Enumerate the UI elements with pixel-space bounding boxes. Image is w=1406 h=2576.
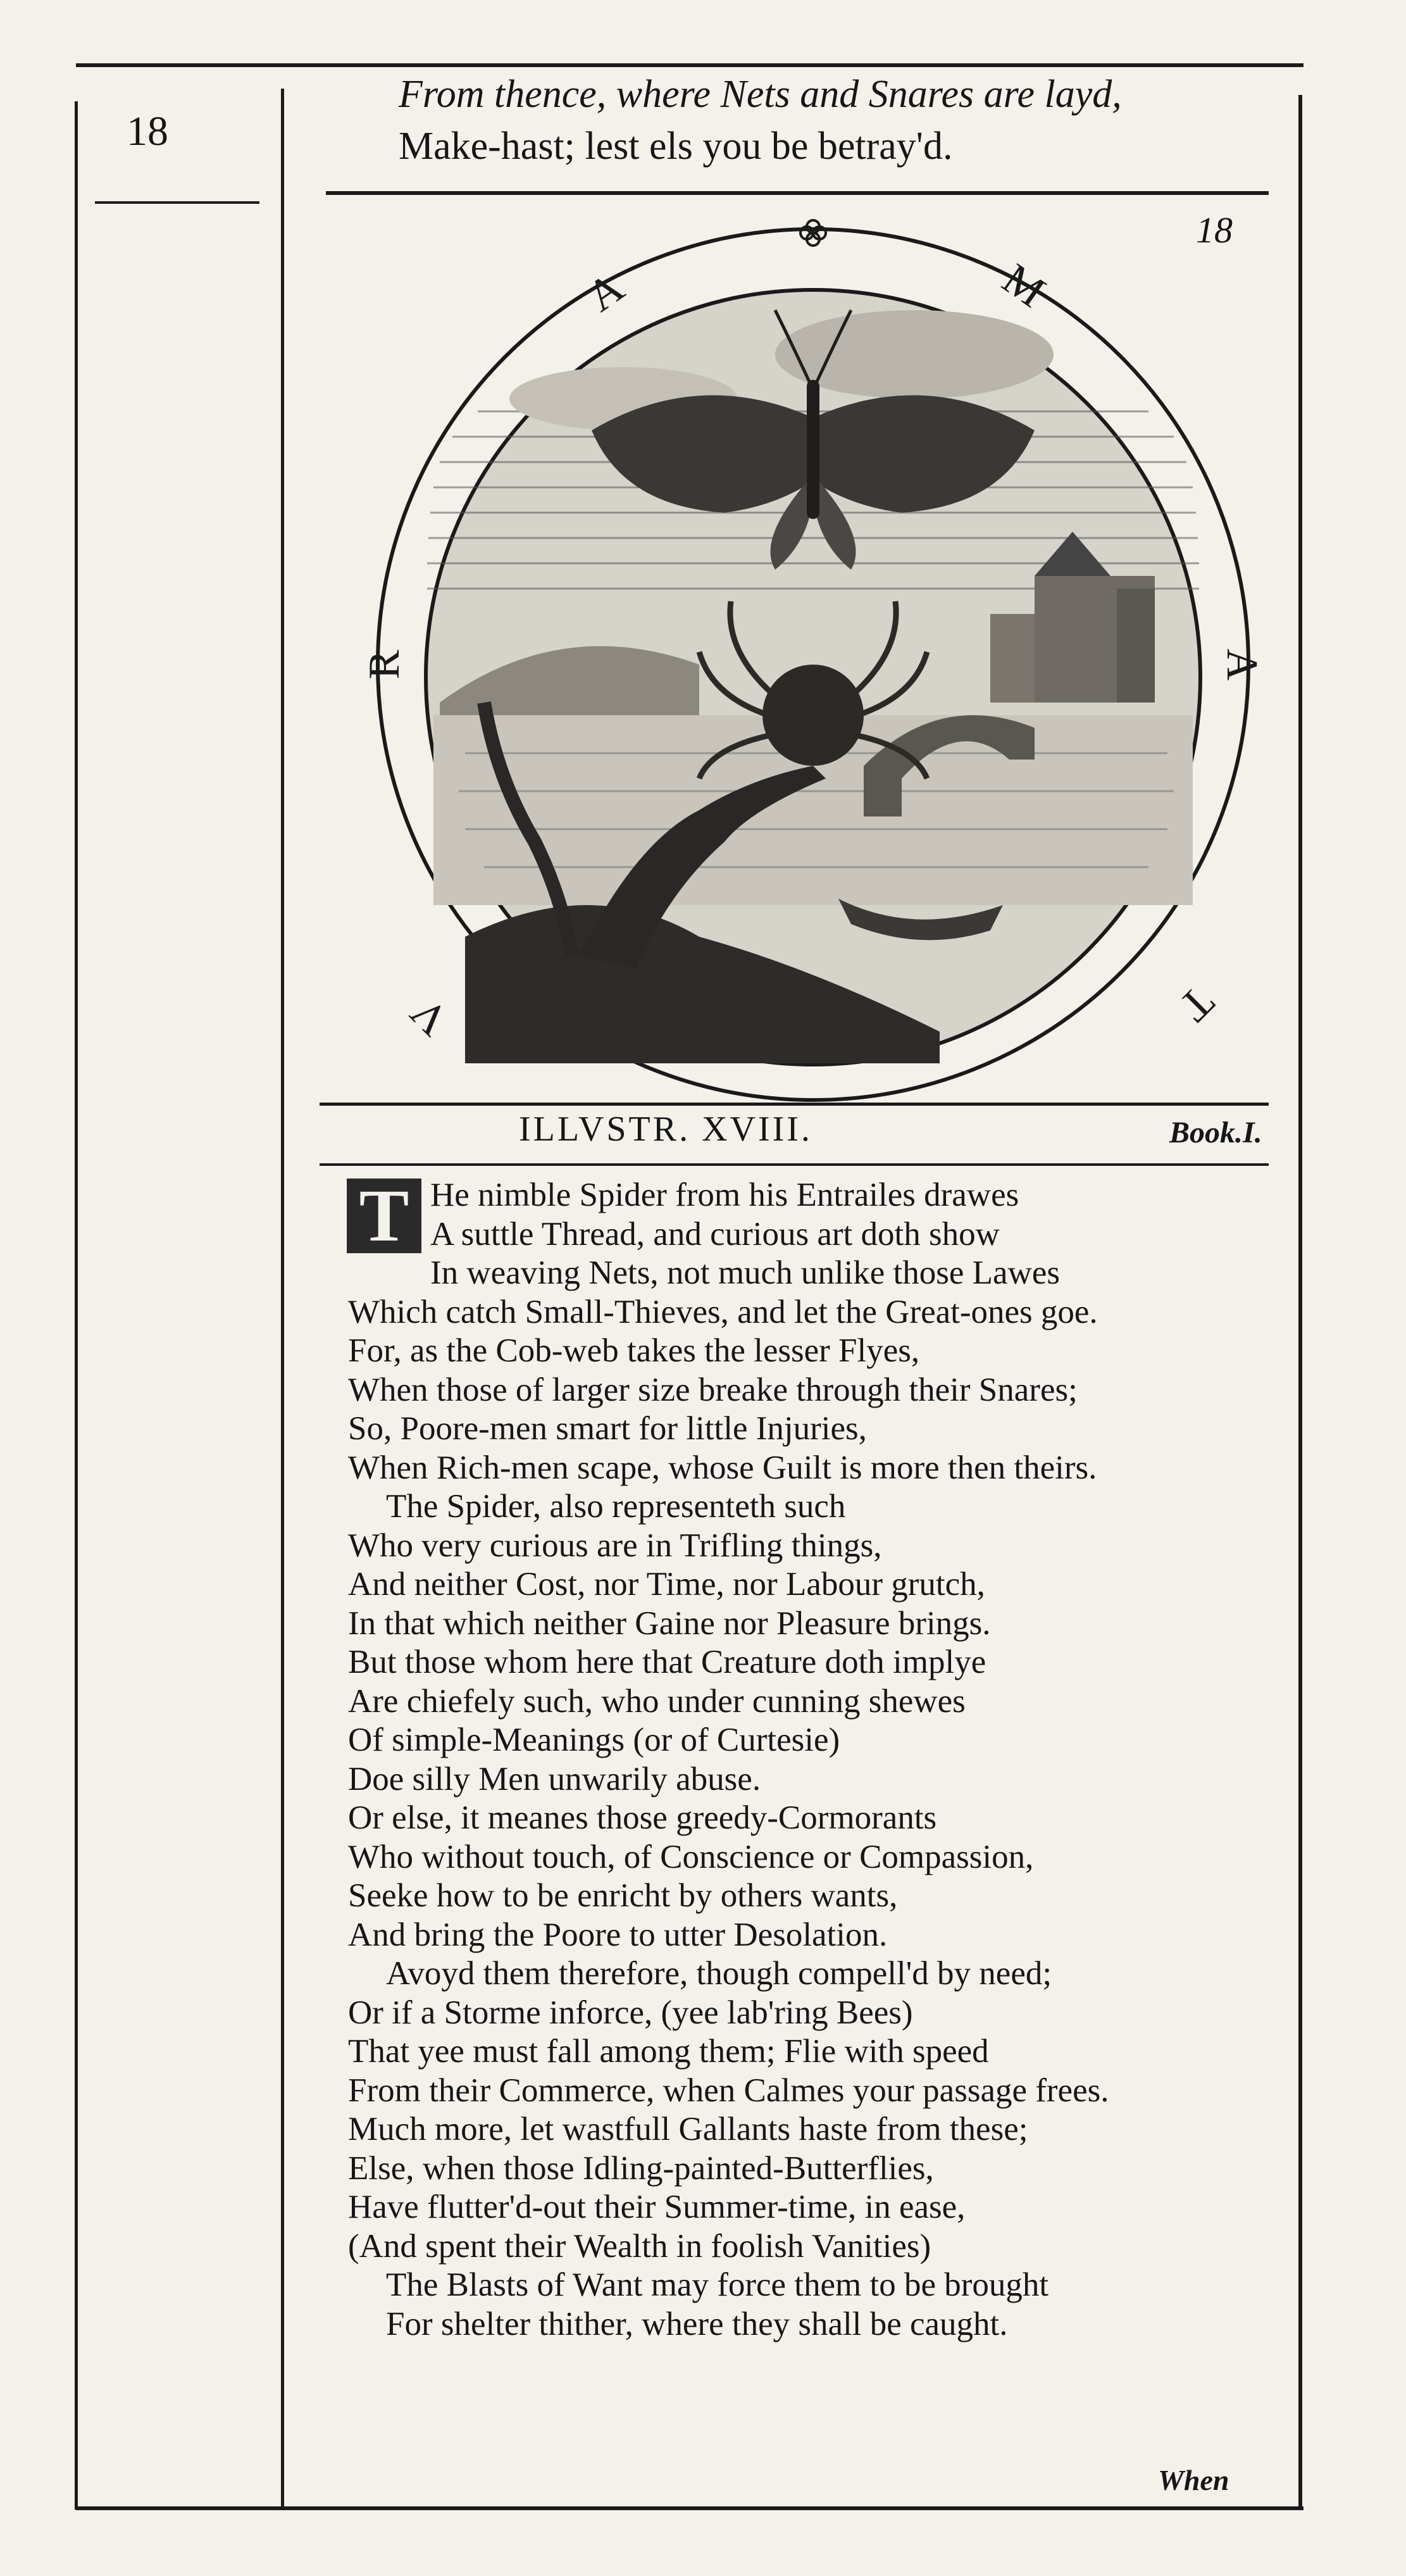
ornament-icon [800, 220, 826, 246]
poem-line: When those of larger size breake through their Snares; [348, 1371, 1078, 1408]
poem-line: And neither Cost, nor Time, nor Labour grutch, [348, 1566, 985, 1603]
margin-page-number: 18 [127, 108, 168, 154]
emblem-medallion [360, 209, 1266, 1095]
poem-line: Which catch Small-Thieves, and let the Great-ones goe. [348, 1293, 1098, 1330]
poem-line: Or else, it meanes those greedy-Cormorants [348, 1799, 937, 1836]
poem-line: But those whom here that Creature doth implye [348, 1644, 986, 1680]
left-border [75, 101, 78, 2510]
poem-line: That yee must fall among them; Flie with speed [348, 2033, 989, 2070]
ring-letter-5: V [401, 987, 459, 1046]
ring-letter-4: A [1217, 648, 1266, 681]
ring-letter-6: T [1169, 977, 1224, 1031]
poem-line: Else, when those Idling-painted-Butterflies, [348, 2149, 934, 2187]
emblem-motto [399, 68, 1272, 172]
poem-line: When Rich-men scape, whose Guilt is more then theirs. [348, 1449, 1097, 1486]
engraving-spider-butterfly-icon [360, 209, 1266, 1095]
poem-line: The Blasts of Want may force them to be brought [386, 2267, 1049, 2303]
poem-line: For shelter thither, where they shall be caught. [386, 2305, 1008, 2342]
poem-line: Seeke how to be enricht by others wants, [348, 1877, 898, 1914]
poem-line: Who very curious are in Trifling things, [348, 1527, 882, 1564]
poem-line: A suttle Thread, and curious art doth show [430, 1215, 1000, 1253]
poem-line: The Spider, also representeth such [386, 1488, 846, 1525]
illustration-caption: ILLVSTR. XVIII. [519, 1110, 812, 1149]
poem-line: He nimble Spider from his Entrailes drawes [430, 1177, 1019, 1213]
poem-line: And bring the Poore to utter Desolation. [348, 1916, 888, 1953]
catchword: When [1158, 2464, 1229, 2496]
book-reference: Book.I. [1169, 1116, 1262, 1149]
margin-rule [281, 89, 284, 2510]
poem-line: Of simple-Meanings (or of Curtesie) [348, 1722, 840, 1758]
poem-line: For, as the Cob-web takes the lesser Flyes, [348, 1332, 920, 1369]
poem-line: Much more, let wastfull Gallants haste from these; [348, 2111, 1028, 2148]
poem-line: In that which neither Gaine nor Pleasure brings. [348, 1604, 991, 1642]
poem-body [348, 1176, 1272, 2344]
right-border [1298, 95, 1302, 2510]
drop-cap: T [347, 1179, 421, 1253]
bottom-rule [76, 2506, 1303, 2510]
poem-line: (And spent their Wealth in foolish Vanities) [348, 2227, 931, 2265]
poem-line: Are chiefely such, who under cunning shewes [348, 1682, 966, 1720]
poem-line: In weaving Nets, not much unlike those Lawes [430, 1254, 1060, 1291]
poem-line: From their Commerce, when Calmes your passage frees. [348, 2072, 1109, 2109]
page-number: 18 [1196, 209, 1233, 251]
poem-line: So, Poore-men smart for little Injuries, [348, 1410, 867, 1447]
poem-line: Avoyd them therefore, though compell'd by need; [386, 1955, 1052, 1992]
ring-letter-1: A [578, 263, 633, 322]
top-rule [76, 63, 1303, 67]
motto-line-1: From thence, where Nets and Snares are layd, [399, 73, 1122, 116]
poem-line: Have flutter'd-out their Summer-time, in ease, [348, 2189, 966, 2225]
caption-rule-bottom [320, 1163, 1269, 1166]
ring-letter-3: R [360, 649, 409, 680]
poem-line: Who without touch, of Conscience or Compassion, [348, 1838, 1034, 1875]
margin-tick [95, 201, 259, 204]
poem-line: Or if a Storme inforce, (yee lab'ring Bees) [348, 1994, 913, 2031]
ring-letter-2: M [993, 254, 1054, 317]
caption-rule-top [320, 1103, 1269, 1106]
poem-line: Doe silly Men unwarily abuse. [348, 1760, 761, 1798]
motto-line-2: Make-hast; lest els you be betray'd. [399, 125, 953, 168]
motto-rule [326, 191, 1269, 195]
